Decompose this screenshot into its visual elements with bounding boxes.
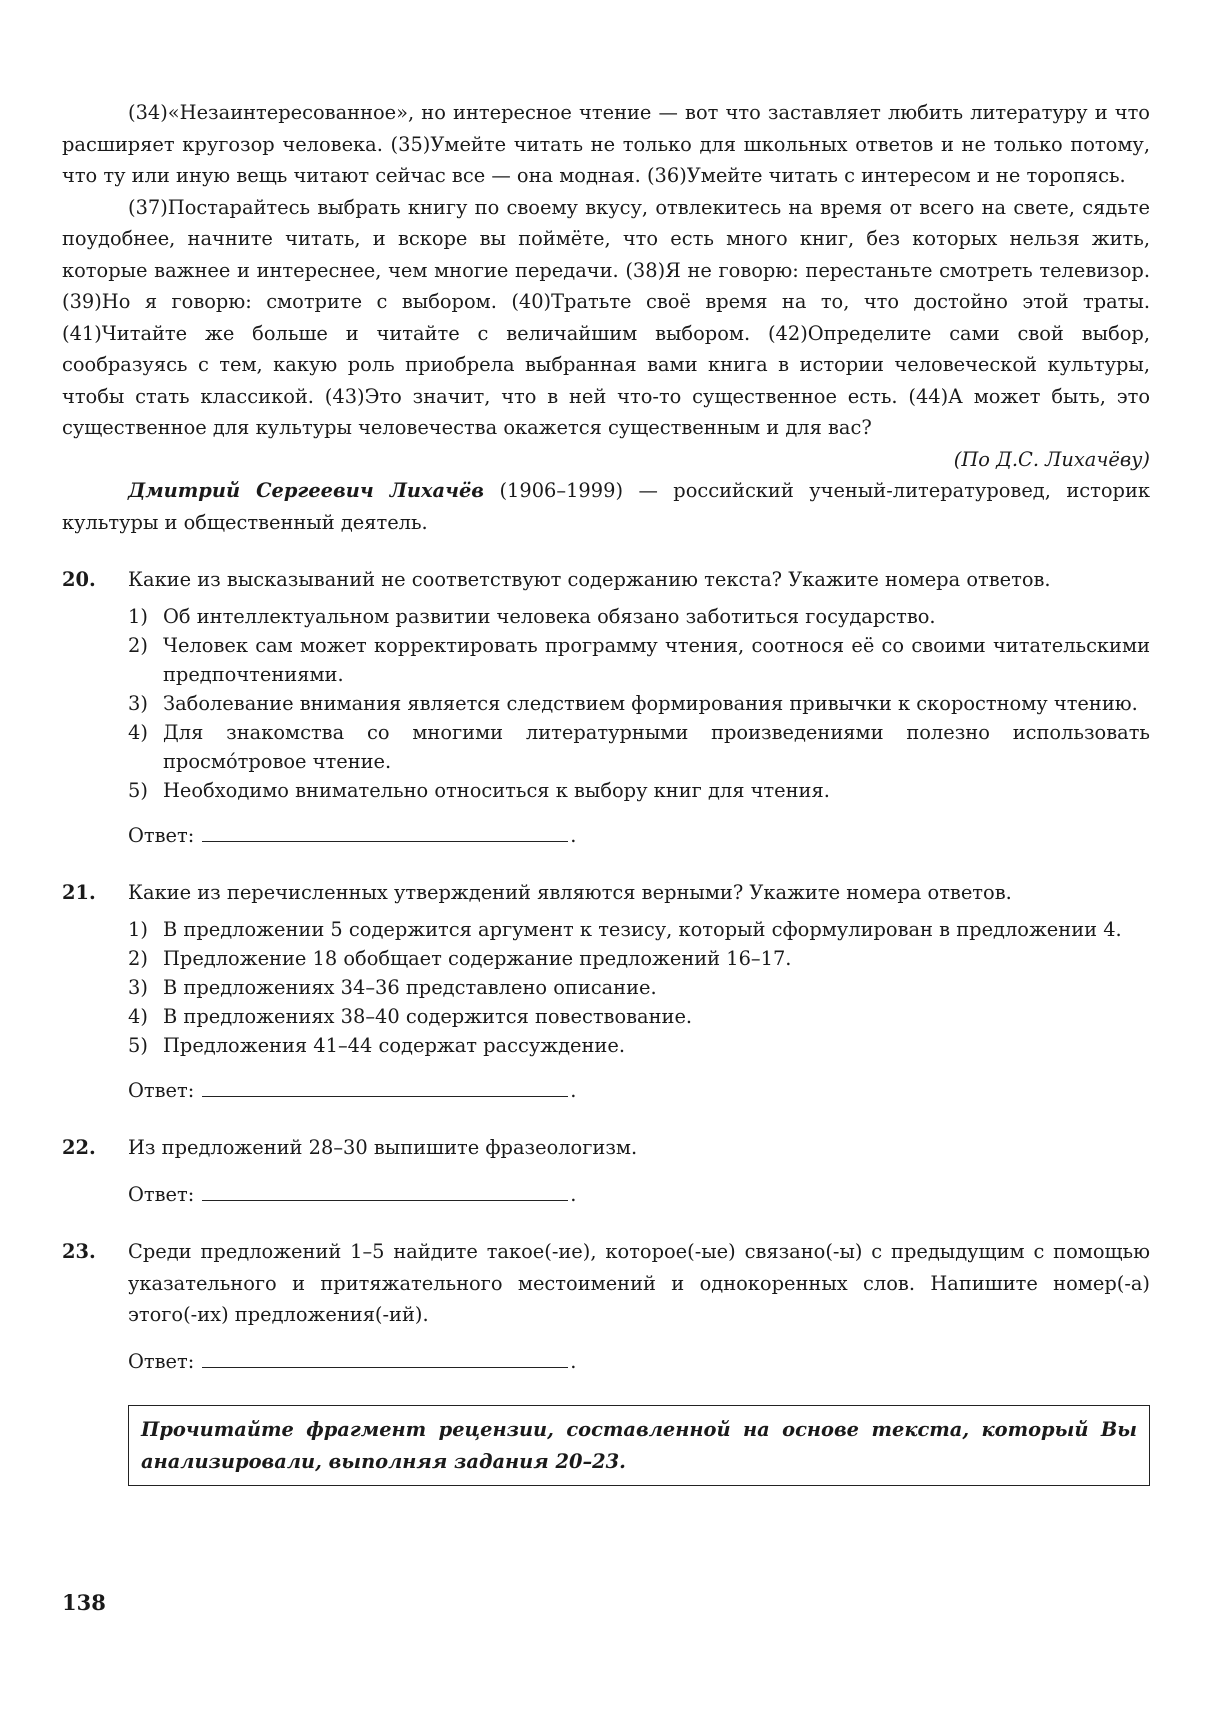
option-item <box>128 1031 1150 1060</box>
option-number: 5) <box>128 778 148 802</box>
author-name: Дмитрий Сергеевич Лихачёв <box>128 479 485 502</box>
option-text: В предложении 5 содержится аргумент к тезису, который сформулирован в предложении 4. <box>163 917 1122 941</box>
answer-label: Ответ: <box>128 1078 195 1102</box>
answer-label: Ответ: <box>128 1182 195 1206</box>
option-number: 1) <box>128 917 148 941</box>
answer-options <box>128 915 1150 1060</box>
option-text: Человек сам может корректировать программу чтения, соотнося её со своими читательскими предпочтениями. <box>163 633 1150 686</box>
option-item <box>128 944 1150 973</box>
option-number: 1) <box>128 604 148 628</box>
answer-label: Ответ: <box>128 823 195 847</box>
option-text: Для знакомства со многими литературными произведениями полезно использовать просмо́тровое чтение. <box>163 720 1150 773</box>
task-question: Среди предложений 1–5 найдите такое(-ие), которое(-ые) связано(-ы) с предыдущим с помощью указательного и притяжательного местоимений и однокоренных слов. Напишите номер(-а) этого(-их) предложения(-ий). <box>128 1240 1150 1326</box>
answer-label: Ответ: <box>128 1349 195 1373</box>
option-text: Об интеллектуальном развитии человека обязано заботиться государство. <box>163 604 936 628</box>
option-item <box>128 602 1150 631</box>
option-item <box>128 689 1150 718</box>
answer-row: Ответ: . <box>128 1178 1150 1211</box>
answer-field[interactable] <box>202 819 568 842</box>
answer-options <box>128 602 1150 805</box>
option-item <box>128 631 1150 689</box>
option-number: 2) <box>128 633 148 657</box>
task-22 <box>62 1132 1150 1210</box>
page-content <box>62 97 1150 1486</box>
option-number: 4) <box>128 1004 148 1028</box>
option-item <box>128 776 1150 805</box>
answer-row: Ответ: . <box>128 1345 1150 1378</box>
option-number: 3) <box>128 691 148 715</box>
page-number: 138 <box>62 1590 106 1615</box>
answer-row: Ответ: . <box>128 1074 1150 1107</box>
option-text: Необходимо внимательно относиться к выбору книг для чтения. <box>163 778 830 802</box>
option-number: 3) <box>128 975 148 999</box>
text-paragraph: (34)«Незаинтересованное», но интересное чтение — вот что заставляет любить литературу и что расширяет кругозор человека. (35)Умейте читать не только для школьных ответов и не только потому, что ту или иную вещь читают сейчас все — она модная. (36)Умейте читать с интересом и не торопясь. <box>62 101 1150 187</box>
author-bio-text: (1906–1999) — российский ученый-литературовед, историк культуры и общественный деятель. <box>62 479 1150 534</box>
answer-row: Ответ: . <box>128 819 1150 852</box>
task-question: Какие из перечисленных утверждений являются верными? Укажите номера ответов. <box>128 881 1012 904</box>
option-text: В предложениях 38–40 содержится повествование. <box>163 1004 693 1028</box>
answer-field[interactable] <box>202 1178 568 1201</box>
option-item <box>128 1002 1150 1031</box>
answer-field[interactable] <box>202 1345 568 1368</box>
option-number: 5) <box>128 1033 148 1057</box>
option-item <box>128 973 1150 1002</box>
text-paragraph: (37)Постарайтесь выбрать книгу по своему вкусу, отвлекитесь на время от всего на свете, сядьте поудобнее, начните читать, и вскоре вы поймёте, что есть много книг, без которых нельзя жить, которые важнее и интереснее, чем многие передачи. (38)Я не говорю: перестаньте смотреть телевизор. (39)Но я говорю: смотрите с выбором. (40)Тратьте своё время на то, что достойно этой траты. (41)Читайте же больше и читайте с величайшим выбором. (42)Определите сами свой выбор, сообразуясь с тем, какую роль приобрела выбранная вами книга в истории человеческой культуры, чтобы стать классикой. (43)Это значит, что в ней что-то существенное есть. (44)А может быть, это существенное для культуры человечества окажется существенным и для вас? <box>62 195 1150 439</box>
option-number: 2) <box>128 946 148 970</box>
answer-field[interactable] <box>202 1074 568 1097</box>
source-attribution: (По Д.С. Лихачёву) <box>953 447 1150 471</box>
task-23 <box>62 1236 1150 1377</box>
option-text: В предложениях 34–36 представлено описание. <box>163 975 657 999</box>
task-number: 22. <box>62 1136 96 1159</box>
author-bio <box>62 475 1150 538</box>
task-question: Какие из высказываний не соответствуют содержанию текста? Укажите номера ответов. <box>128 568 1051 591</box>
task-number: 21. <box>62 881 96 904</box>
task-number: 23. <box>62 1240 96 1263</box>
option-text: Заболевание внимания является следствием формирования привычки к скоростному чтению. <box>163 691 1138 715</box>
option-text: Предложение 18 обобщает содержание предложений 16–17. <box>163 946 792 970</box>
task-21 <box>62 877 1150 1106</box>
option-item <box>128 718 1150 776</box>
boxed-instruction: Прочитайте фрагмент рецензии, составленной на основе текста, который Вы анализировали, выполняя задания 20–23. <box>128 1405 1150 1486</box>
task-20 <box>62 564 1150 851</box>
option-number: 4) <box>128 720 148 744</box>
task-question: Из предложений 28–30 выпишите фразеологизм. <box>128 1136 638 1159</box>
option-text: Предложения 41–44 содержат рассуждение. <box>163 1033 625 1057</box>
task-number: 20. <box>62 568 96 591</box>
option-item <box>128 915 1150 944</box>
